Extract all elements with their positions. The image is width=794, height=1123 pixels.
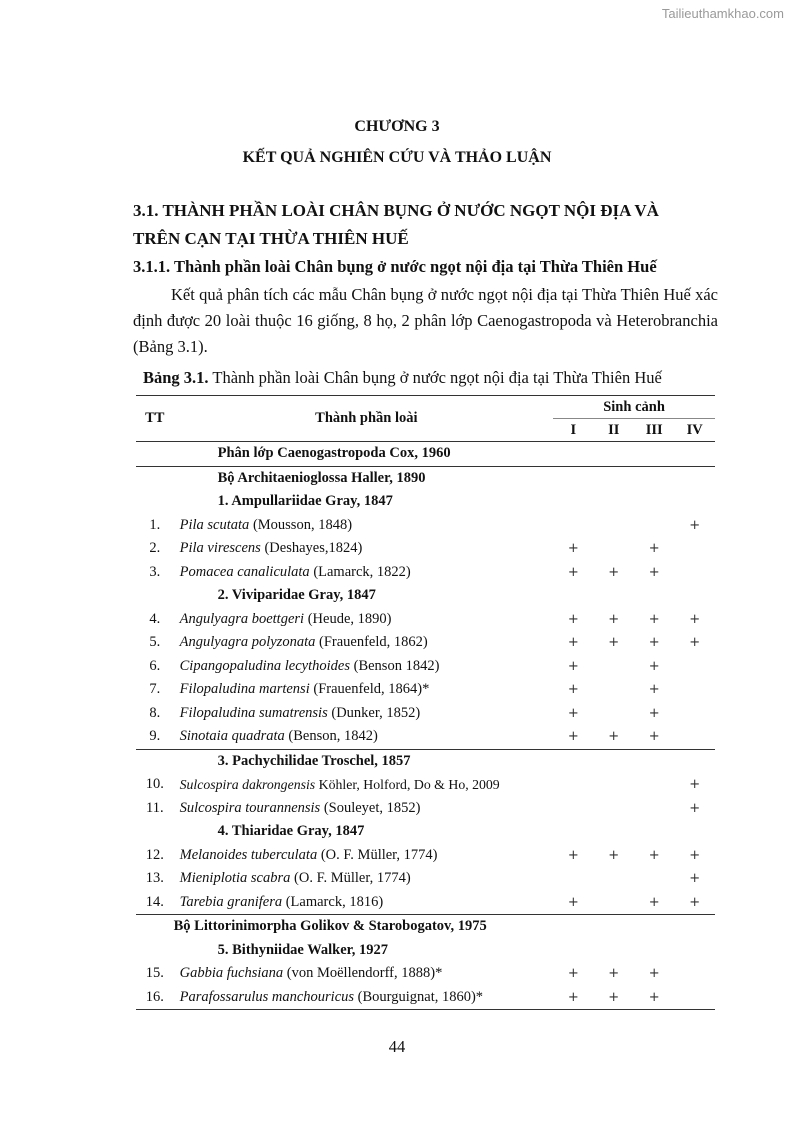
habitat-ii-cell	[594, 655, 634, 679]
species-author: (Souleyet, 1852)	[320, 799, 421, 816]
species-author: (Lamarck, 1822)	[309, 563, 411, 580]
species-author: (Deshayes,1824)	[260, 540, 363, 557]
family-row: 5. Bithyniidae Walker, 1927	[217, 941, 389, 958]
habitat-i-cell	[553, 797, 593, 821]
species-author: (Benson, 1842)	[284, 728, 378, 745]
species-binomial: Pomacea canaliculata	[179, 563, 310, 580]
species-author: (O. F. Müller, 1774)	[290, 870, 411, 887]
table-row	[136, 986, 715, 1010]
habitat-ii-cell	[594, 891, 634, 915]
table-row	[136, 608, 715, 632]
row-number: 13.	[145, 870, 164, 887]
habitat-iv-cell: +	[689, 871, 701, 887]
species-binomial: Parafossarulus manchouricus	[179, 988, 355, 1005]
habitat-ii-cell	[594, 678, 634, 702]
header-habitat-iv: IV	[674, 419, 715, 442]
table-row	[136, 773, 715, 797]
table-row	[136, 797, 715, 821]
row-number: 8.	[149, 704, 161, 721]
section-heading-line1: 3.1. THÀNH PHẦN LOÀI CHÂN BỤNG Ở NƯỚC NGỌT NỘI ĐỊA VÀ	[133, 201, 659, 220]
species-name	[174, 962, 553, 986]
habitat-i-cell: +	[567, 611, 579, 627]
habitat-iii-cell: +	[648, 989, 660, 1005]
species-name	[174, 702, 553, 726]
habitat-ii-cell	[594, 537, 634, 561]
order-row: Bộ Littorinimorpha Golikov & Starobogatov, 1975	[173, 918, 487, 935]
species-binomial: Pila scutata	[179, 516, 250, 533]
habitat-iii-cell: +	[648, 611, 660, 627]
habitat-iii-cell: +	[648, 894, 660, 910]
species-name	[174, 773, 553, 797]
species-author: (O. F. Müller, 1774)	[317, 846, 438, 863]
habitat-i-cell: +	[567, 635, 579, 651]
habitat-i-cell: +	[567, 682, 579, 698]
species-author: (Lamarck, 1816)	[282, 893, 384, 910]
header-habitat-i: I	[553, 419, 593, 442]
species-name	[174, 631, 553, 655]
order-row: Bộ Architaenioglossa Haller, 1890	[217, 469, 426, 486]
species-name	[174, 655, 553, 679]
row-number: 11.	[146, 799, 164, 816]
habitat-iv-cell	[674, 702, 715, 726]
habitat-ii-cell: +	[608, 564, 620, 580]
header-tt: TT	[136, 396, 174, 442]
species-name	[174, 561, 553, 585]
row-number: 14.	[145, 893, 164, 910]
chapter-title: KẾT QUẢ NGHIÊN CỨU VÀ THẢO LUẬN	[242, 149, 552, 166]
habitat-iv-cell: +	[689, 777, 701, 793]
species-author: Köhler, Holford, Do & Ho, 2009	[315, 776, 500, 792]
species-binomial: Mieniplotia scabra	[179, 870, 291, 887]
table-row	[136, 678, 715, 702]
species-name	[174, 514, 553, 538]
table-row	[136, 655, 715, 679]
species-name	[174, 891, 553, 915]
row-number: 1.	[149, 516, 161, 533]
table-row	[136, 844, 715, 868]
species-name	[174, 678, 553, 702]
family-row: 1. Ampullariidae Gray, 1847	[217, 493, 393, 510]
habitat-i-cell: +	[567, 989, 579, 1005]
species-name	[174, 844, 553, 868]
habitat-ii-cell	[594, 797, 634, 821]
header-habitat-ii: II	[594, 419, 634, 442]
row-number: 7.	[149, 681, 161, 698]
species-binomial: Angulyagra polyzonata	[179, 634, 316, 651]
habitat-iv-cell	[674, 537, 715, 561]
row-number: 4.	[149, 610, 161, 627]
row-number: 3.	[149, 563, 161, 580]
habitat-iv-cell	[674, 725, 715, 749]
habitat-iv-cell: +	[689, 800, 701, 816]
species-author: (Benson 1842)	[349, 657, 440, 674]
habitat-iii-cell: +	[648, 658, 660, 674]
habitat-i-cell: +	[567, 705, 579, 721]
habitat-ii-cell: +	[608, 635, 620, 651]
species-author: (Frauenfeld, 1864)*	[309, 681, 430, 698]
species-binomial: Sinotaia quadrata	[179, 728, 285, 745]
species-binomial: Filopaludina martensi	[179, 681, 310, 698]
species-binomial: Melanoides tuberculata	[179, 846, 318, 863]
table-caption	[143, 368, 662, 388]
species-binomial: Pila virescens	[179, 540, 261, 557]
chapter-number: CHƯƠNG 3	[354, 118, 440, 135]
table-row	[136, 725, 715, 749]
table-row	[136, 867, 715, 891]
habitat-iii-cell: +	[648, 966, 660, 982]
family-row: 3. Pachychilidae Troschel, 1857	[217, 752, 411, 769]
species-binomial: Gabbia fuchsiana	[179, 965, 284, 982]
habitat-iii-cell	[634, 773, 675, 797]
species-binomial: Angulyagra boettgeri	[179, 610, 305, 627]
habitat-iv-cell: +	[689, 894, 701, 910]
habitat-ii-cell	[594, 514, 634, 538]
habitat-i-cell: +	[567, 541, 579, 557]
table-row	[136, 537, 715, 561]
habitat-iii-cell	[634, 797, 675, 821]
habitat-iv-cell	[674, 986, 715, 1010]
table-row	[136, 891, 715, 915]
section-heading-line2: TRÊN CẠN TẠI THỪA THIÊN HUẾ	[133, 229, 409, 248]
header-habitat: Sinh cảnh	[553, 396, 715, 419]
habitat-iii-cell: +	[648, 635, 660, 651]
habitat-iii-cell: +	[648, 541, 660, 557]
habitat-ii-cell: +	[608, 611, 620, 627]
species-binomial: Sulcospira tourannensis	[179, 799, 321, 816]
habitat-iii-cell: +	[648, 847, 660, 863]
species-name	[174, 867, 553, 891]
habitat-ii-cell	[594, 702, 634, 726]
table-row	[136, 631, 715, 655]
row-number: 9.	[149, 728, 161, 745]
species-author: (Bourguignat, 1860)*	[354, 988, 484, 1005]
habitat-iv-cell: +	[689, 847, 701, 863]
species-author: (von Moëllendorff, 1888)*	[283, 965, 443, 982]
table-caption-label: Bảng 3.1.	[143, 368, 209, 387]
species-binomial: Sulcospira dakrongensis	[179, 776, 316, 792]
subsection-heading: 3.1.1. Thành phần loài Chân bụng ở nước ngọt nội địa tại Thừa Thiên Huế	[133, 257, 657, 276]
habitat-i-cell: +	[567, 847, 579, 863]
habitat-ii-cell: +	[608, 847, 620, 863]
habitat-i-cell: +	[567, 658, 579, 674]
species-author: (Frauenfeld, 1862)	[315, 634, 428, 651]
subclass-row: Phân lớp Caenogastropoda Cox, 1960	[217, 445, 451, 462]
habitat-iv-cell	[674, 561, 715, 585]
species-name	[174, 725, 553, 749]
table-row	[136, 561, 715, 585]
habitat-iv-cell	[674, 678, 715, 702]
header-habitat-iii: III	[634, 419, 675, 442]
habitat-ii-cell	[594, 867, 634, 891]
habitat-i-cell: +	[567, 564, 579, 580]
row-number: 12.	[145, 846, 164, 863]
habitat-iv-cell: +	[689, 611, 701, 627]
species-name	[174, 537, 553, 561]
species-author: (Dunker, 1852)	[327, 704, 421, 721]
habitat-ii-cell: +	[608, 989, 620, 1005]
habitat-iii-cell	[634, 514, 675, 538]
habitat-ii-cell: +	[608, 729, 620, 745]
species-author: (Mousson, 1848)	[249, 516, 353, 533]
row-number: 5.	[149, 634, 161, 651]
habitat-iii-cell: +	[648, 705, 660, 721]
habitat-ii-cell	[594, 773, 634, 797]
table-caption-text: Thành phần loài Chân bụng ở nước ngọt nội địa tại Thừa Thiên Huế	[208, 368, 662, 387]
habitat-iii-cell	[634, 867, 675, 891]
habitat-iv-cell: +	[689, 517, 701, 533]
family-row: 2. Viviparidae Gray, 1847	[217, 587, 376, 604]
species-binomial: Tarebia granifera	[179, 893, 283, 910]
habitat-i-cell: +	[567, 729, 579, 745]
habitat-iii-cell: +	[648, 729, 660, 745]
habitat-iii-cell: +	[648, 682, 660, 698]
species-name	[174, 797, 553, 821]
species-binomial: Filopaludina sumatrensis	[179, 704, 328, 721]
species-name	[174, 986, 553, 1010]
species-binomial: Cipangopaludina lecythoides	[179, 657, 350, 674]
row-number: 2.	[149, 540, 161, 557]
species-author: (Heude, 1890)	[304, 610, 392, 627]
intro-paragraph: Kết quả phân tích các mẫu Chân bụng ở nước ngọt nội địa tại Thừa Thiên Huế xác định được 20 loài thuộc 16 giống, 8 họ, 2 phân lớp Caenogastropoda và Heterobranchia (Bảng 3.1).	[133, 285, 718, 356]
family-row: 4. Thiaridae Gray, 1847	[217, 823, 365, 840]
row-number: 16.	[145, 988, 164, 1005]
habitat-iv-cell: +	[689, 635, 701, 651]
habitat-iii-cell: +	[648, 564, 660, 580]
page-number: 44	[388, 1037, 406, 1056]
species-table	[136, 395, 715, 1010]
habitat-i-cell	[553, 514, 593, 538]
row-number: 6.	[149, 657, 161, 674]
species-name	[174, 608, 553, 632]
habitat-iv-cell	[674, 655, 715, 679]
habitat-i-cell	[553, 867, 593, 891]
habitat-i-cell	[553, 773, 593, 797]
header-name: Thành phần loài	[174, 396, 553, 442]
habitat-i-cell: +	[567, 894, 579, 910]
watermark: Tailieuthamkhao.com	[661, 6, 784, 21]
row-number: 10.	[145, 776, 164, 793]
row-number: 15.	[145, 965, 164, 982]
table-row	[136, 962, 715, 986]
table-row	[136, 514, 715, 538]
table-row	[136, 702, 715, 726]
habitat-ii-cell: +	[608, 966, 620, 982]
habitat-i-cell: +	[567, 966, 579, 982]
habitat-iv-cell	[674, 962, 715, 986]
